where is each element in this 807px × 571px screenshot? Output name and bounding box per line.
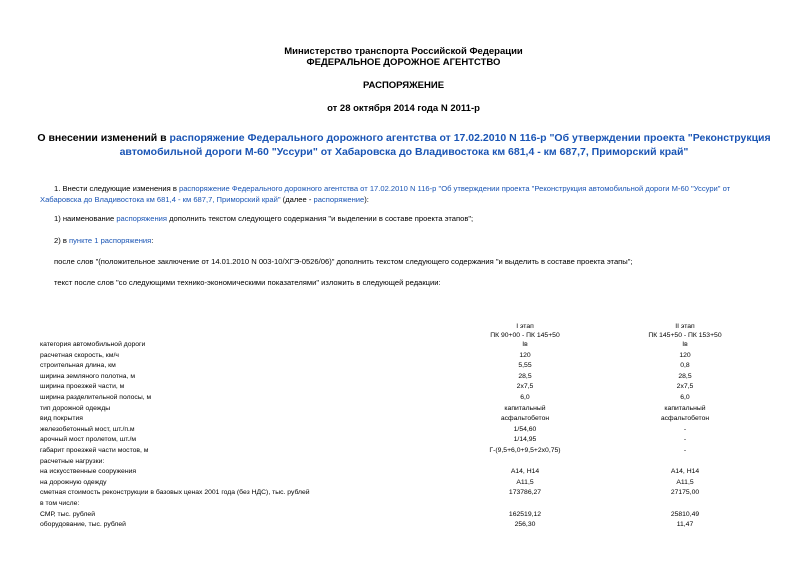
title-link[interactable]: распоряжение Федерального дорожного агентства от 17.02.2010 N 116-р "Об утверждении проекта "Реконструкция автомобильной дороги М-60 "Уссури" от Хабаровска до Владивостока км 681,4 - км 687,7, Приморский край" <box>119 132 771 158</box>
table-row <box>0 499 807 509</box>
paragraph-3 <box>54 235 153 246</box>
row-value-stage-2: 25810,49 <box>670 510 700 518</box>
table-row <box>0 351 807 361</box>
row-value-stage-2: - <box>683 425 687 433</box>
row-value-stage-1: 6,0 <box>520 394 530 401</box>
row-value-stage-2: - <box>683 447 687 454</box>
table-row <box>0 435 807 445</box>
row-value-stage-1: 162519,12 <box>508 510 542 518</box>
row-label: расчетная скорость, км/ч <box>40 351 119 359</box>
document-type: РАСПОРЯЖЕНИЕ <box>362 80 445 91</box>
row-value-stage-1: 173786,27 <box>508 489 542 497</box>
row-value-stage-2: Iв <box>682 341 688 348</box>
row-value-stage-2: 6,0 <box>680 394 690 401</box>
row-value-stage-1: 120 <box>519 351 531 359</box>
p3-link[interactable]: пункте 1 распоряжения <box>69 236 152 245</box>
p1-end: ): <box>364 195 369 204</box>
column-1-range: ПК 90+00 - ПК 145+50 <box>490 332 560 339</box>
row-value-stage-2: 27175,00 <box>670 489 700 497</box>
agency-name: ФЕДЕРАЛЬНОЕ ДОРОЖНОЕ АГЕНТСТВО <box>306 57 501 68</box>
paragraph-1 <box>40 183 772 205</box>
row-value-stage-1: асфальтобетон <box>500 415 550 423</box>
column-header-stage-2 <box>620 322 750 340</box>
row-label: ширина проезжей части, м <box>40 383 125 391</box>
row-value-stage-1: 2х7,5 <box>516 383 534 391</box>
table-row <box>0 488 807 498</box>
row-value-stage-1: 28,5 <box>518 372 532 380</box>
row-value-stage-2: капитальный <box>664 404 706 412</box>
row-value-stage-2: 2х7,5 <box>676 383 694 391</box>
row-label: на искусственные сооружения <box>40 468 137 476</box>
row-label: железобетонный мост, шт./п.м <box>40 425 135 433</box>
row-value-stage-1: А11,5 <box>516 478 534 486</box>
p3-suffix: : <box>151 236 154 245</box>
table-row <box>0 425 807 435</box>
row-label: СМР, тыс. рублей <box>40 510 96 518</box>
table-row <box>0 457 807 467</box>
table-row <box>0 372 807 382</box>
p3-prefix: 2) в <box>54 236 70 245</box>
row-label: оборудование, тыс. рублей <box>40 521 126 529</box>
document-date-number: от 28 октября 2014 года N 2011-р <box>327 103 480 114</box>
p1-suffix: (далее - <box>280 195 314 204</box>
row-value-stage-2: 120 <box>679 351 691 359</box>
row-value-stage-1: А14, Н14 <box>510 468 540 476</box>
row-label: на дорожную одежду <box>40 478 107 486</box>
column-1-title: I этап <box>516 323 534 330</box>
row-label: сметная стоимость реконструкции в базовых ценах 2001 года (без НДС), тыс. рублей <box>40 489 310 497</box>
row-label: ширина земляного полотна, м <box>40 372 136 380</box>
table-row <box>0 446 807 456</box>
row-label: категория автомобильной дороги <box>40 341 146 348</box>
table-row <box>0 361 807 371</box>
table-row <box>0 404 807 414</box>
p1-link2[interactable]: распоряжение <box>313 195 365 204</box>
document-title <box>24 131 784 159</box>
row-value-stage-1: Г-(9,5+6,0+9,5+2х0,75) <box>489 447 561 454</box>
p2-prefix: 1) наименование <box>54 214 117 223</box>
row-label: арочный мост пролетом, шт./м <box>40 436 137 444</box>
column-2-title: II этап <box>675 323 695 330</box>
ministry-name: Министерство транспорта Российской Федерации <box>284 46 523 57</box>
row-value-stage-1: 5,55 <box>518 362 532 370</box>
paragraph-2 <box>54 213 473 224</box>
row-value-stage-1: 1/14,95 <box>513 436 537 444</box>
row-label: вид покрытия <box>40 415 83 423</box>
table-row <box>0 340 807 350</box>
row-value-stage-2: - <box>683 436 687 444</box>
row-value-stage-2: 11,47 <box>676 521 694 529</box>
row-label: расчетные нагрузки: <box>40 457 105 465</box>
row-value-stage-1: 1/54,60 <box>513 425 537 433</box>
table-row <box>0 510 807 520</box>
table-row <box>0 467 807 477</box>
row-label: ширина разделительной полосы, м <box>40 394 152 401</box>
column-2-range: ПК 145+50 - ПК 153+50 <box>648 332 722 339</box>
paragraph-5: текст после слов "со следующими технико-экономическими показателями" изложить в следующей редакции: <box>54 278 441 287</box>
row-value-stage-2: 0,8 <box>680 362 690 370</box>
table-row <box>0 382 807 392</box>
p2-suffix: дополнить текстом следующего содержания "и выделении в составе проекта этапов"; <box>167 214 474 223</box>
paragraph-4: после слов "(положительное заключение от 14.01.2010 N 003-10/ХГЭ-0526/06)" дополнить текстом следующего содержания "и выделить в составе проекта этапы"; <box>54 257 633 266</box>
table-row <box>0 393 807 403</box>
row-value-stage-2: А11,5 <box>676 478 694 486</box>
column-header-stage-1 <box>455 322 595 340</box>
row-label: строительная длина, км <box>40 362 116 370</box>
p1-prefix: 1. Внести следующие изменения в <box>54 184 179 193</box>
row-label: габарит проезжей части мостов, м <box>40 447 149 454</box>
table-row <box>0 478 807 488</box>
p2-link[interactable]: распоряжения <box>116 214 168 223</box>
table-row <box>0 520 807 530</box>
row-value-stage-2: 28,5 <box>678 372 692 380</box>
row-value-stage-1: капитальный <box>504 404 546 412</box>
table-row <box>0 414 807 424</box>
row-value-stage-1: Iв <box>522 341 528 348</box>
row-value-stage-2: А14, Н14 <box>670 468 700 476</box>
row-label: тип дорожной одежды <box>40 404 111 412</box>
row-label: в том числе: <box>40 500 80 507</box>
title-prefix: О внесении изменений в <box>37 132 170 144</box>
row-value-stage-1: 256,30 <box>514 521 536 529</box>
row-value-stage-2: асфальтобетон <box>660 415 710 423</box>
p1-link[interactable]: распоряжение Федерального дорожного агентства от 17.02.2010 N 116-р "Об утверждении проекта "Реконструкция автомобильной дороги М-60 "Уссури" от Хабаровска до Владивостока км 681,4 - км 687,7, Приморский край" <box>40 184 731 204</box>
